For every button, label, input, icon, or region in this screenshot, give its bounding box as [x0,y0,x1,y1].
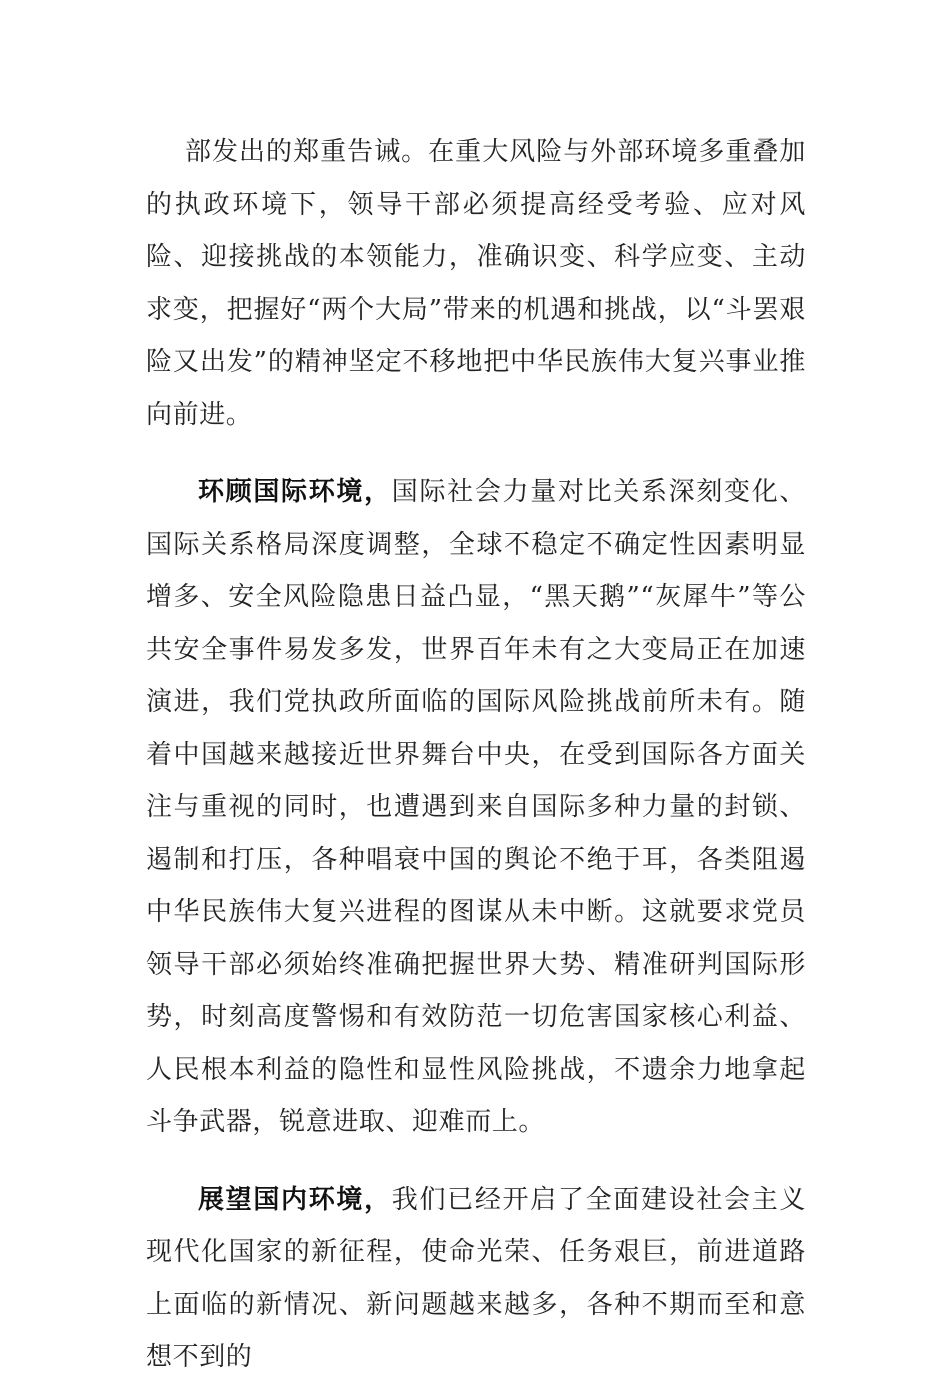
paragraph-1 [146,126,806,441]
paragraph-2-lead: 环顾国际环境， [198,477,392,507]
paragraph-3-lead: 展望国内环境， [198,1184,392,1215]
paragraph-1-text: 部发出的郑重告诫。在重大风险与外部环境多重叠加的执政环境下，领导干部必须提高经受考验、应对风险、迎接挑战的本领能力，准确识变、科学应变、主动求变，把握好“两个大局”带来的机遇和挑战，以“斗罢艰险又出发”的精神坚定不移地把中华民族伟大复兴事业推向前进。 [146,137,806,430]
paragraph-3 [146,1174,806,1384]
paragraph-3-text: 我们已经开启了全面建设社会主义现代化国家的新征程，使命光荣、任务艰巨，前进道路上面临的新情况、新问题越来越多，各种不期而至和意想不到的 [146,1184,806,1372]
document-body [146,126,806,1384]
paragraph-2 [146,466,806,1149]
paragraph-2-text: 国际社会力量对比关系深刻变化、国际关系格局深度调整，全球不稳定不确定性因素明显增多、安全风险隐患日益凸显，“黑天鹅”“灰犀牛”等公共安全事件易发多发，世界百年未有之大变局正在加速演进，我们党执政所面临的国际风险挑战前所未有。随着中国越来越接近世界舞台中央，在受到国际各方面关注与重视的同时，也遭遇到来自国际多种力量的封锁、遏制和打压，各种唱衰中国的舆论不绝于耳，各类阻遏中华民族伟大复兴进程的图谋从未中断。这就要求党员领导干部必须始终准确把握世界大势、精准研判国际形势，时刻高度警惕和有效防范一切危害国家核心利益、人民根本利益的隐性和显性风险挑战，不遗余力地拿起斗争武器，锐意进取、迎难而上。 [146,477,806,1137]
